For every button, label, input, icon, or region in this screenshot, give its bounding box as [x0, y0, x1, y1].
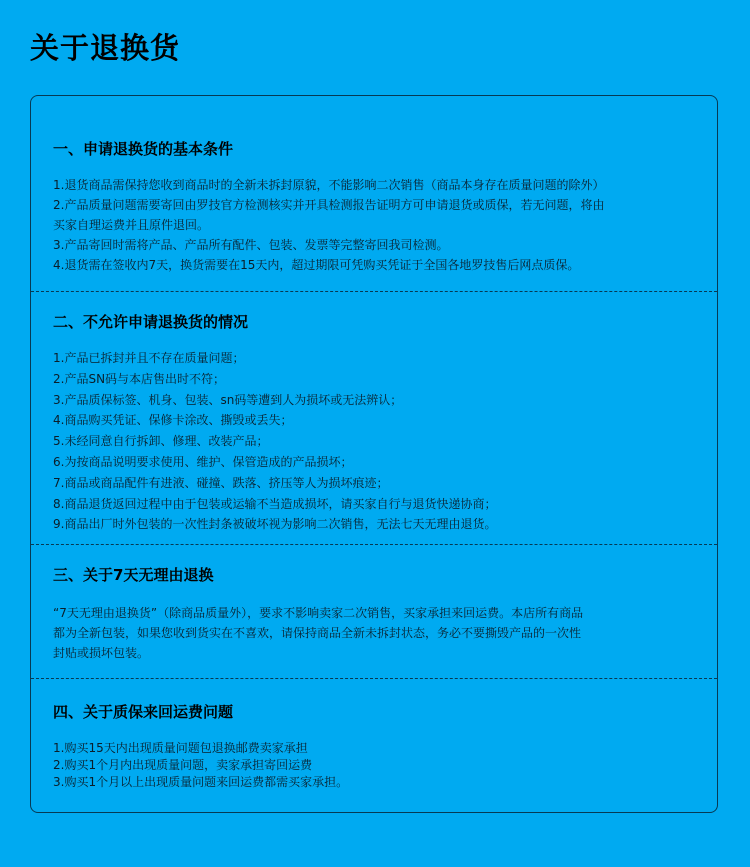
section-divider — [31, 544, 717, 545]
section-divider — [31, 291, 717, 292]
section-body-basic-conditions — [53, 175, 703, 275]
section-title-warranty-shipping: 四、关于质保来回运费问题 — [53, 703, 234, 721]
list-item: 7.商品或商品配件有进液、碰撞、跌落、挤压等人为损坏痕迹； — [53, 475, 389, 490]
section-divider — [31, 678, 717, 679]
section-body-not-allowed — [53, 348, 703, 535]
list-item: 3.购买1个月以上出现质量问题来回运费都需买家承担。 — [53, 775, 349, 789]
list-item: 2.产品SN码与本店售出时不符； — [53, 371, 226, 386]
list-item: 2.产品质量问题需要寄回由罗技官方检测核实并开具检测报告证明方可申请退货或质保，若无问题，将由 — [53, 198, 605, 212]
paragraph-line: 都为全新包装，如果您收到货实在不喜欢，请保持商品全新未拆封状态，务必不要撕毁产品的一次性 — [53, 626, 582, 640]
paragraph-line: 封贴或损坏包装。 — [53, 646, 150, 660]
list-item: 买家自理运费并且原件退回。 — [53, 218, 210, 232]
list-item: 4.退货需在签收内7天，换货需要在15天内，超过期限可凭购买凭证于全国各地罗技售后网点质保。 — [53, 258, 580, 272]
list-item: 9.商品出厂时外包装的一次性封条被破坏视为影响二次销售，无法七天无理由退货。 — [53, 517, 497, 532]
section-body-warranty-shipping — [53, 740, 703, 791]
list-item: 2.购买1个月内出现质量问题，卖家承担寄回运费 — [53, 758, 313, 772]
paragraph-line: “7天无理由退换货”（除商品质量外），要求不影响卖家二次销售，买家承担来回运费。本店所有商品 — [53, 606, 584, 620]
list-item: 1.购买15天内出现质量问题包退换邮费卖家承担 — [53, 741, 308, 755]
list-item: 6.为按商品说明要求使用、维护、保管造成的产品损坏； — [53, 454, 353, 469]
section-title-seven-day-return: 三、关于7天无理由退换 — [53, 566, 214, 584]
list-item: 3.产品寄回时需将产品、产品所有配件、包装、发票等完整寄回我司检测。 — [53, 238, 449, 252]
list-item: 4.商品购买凭证、保修卡涂改、撕毁或丢失； — [53, 413, 293, 428]
list-item: 1.退货商品需保持您收到商品时的全新未拆封原貌，不能影响二次销售（商品本身存在质量问题的除外） — [53, 178, 605, 192]
return-policy-card — [30, 95, 718, 813]
list-item: 3.产品质保标签、机身、包装、sn码等遭到人为损坏或无法辨认； — [53, 392, 403, 407]
section-title-basic-conditions: 一、申请退换货的基本条件 — [53, 140, 234, 158]
list-item: 5.未经同意自行拆卸、修理、改装产品； — [53, 434, 269, 449]
section-title-not-allowed: 二、不允许申请退换货的情况 — [53, 313, 249, 331]
list-item: 8.商品退货返回过程中由于包装或运输不当造成损坏，请买家自行与退货快递协商； — [53, 496, 497, 511]
section-body-seven-day-return — [53, 603, 703, 663]
page-title: 关于退换货 — [30, 31, 181, 65]
list-item: 1.产品已拆封并且不存在质量问题； — [53, 351, 245, 365]
